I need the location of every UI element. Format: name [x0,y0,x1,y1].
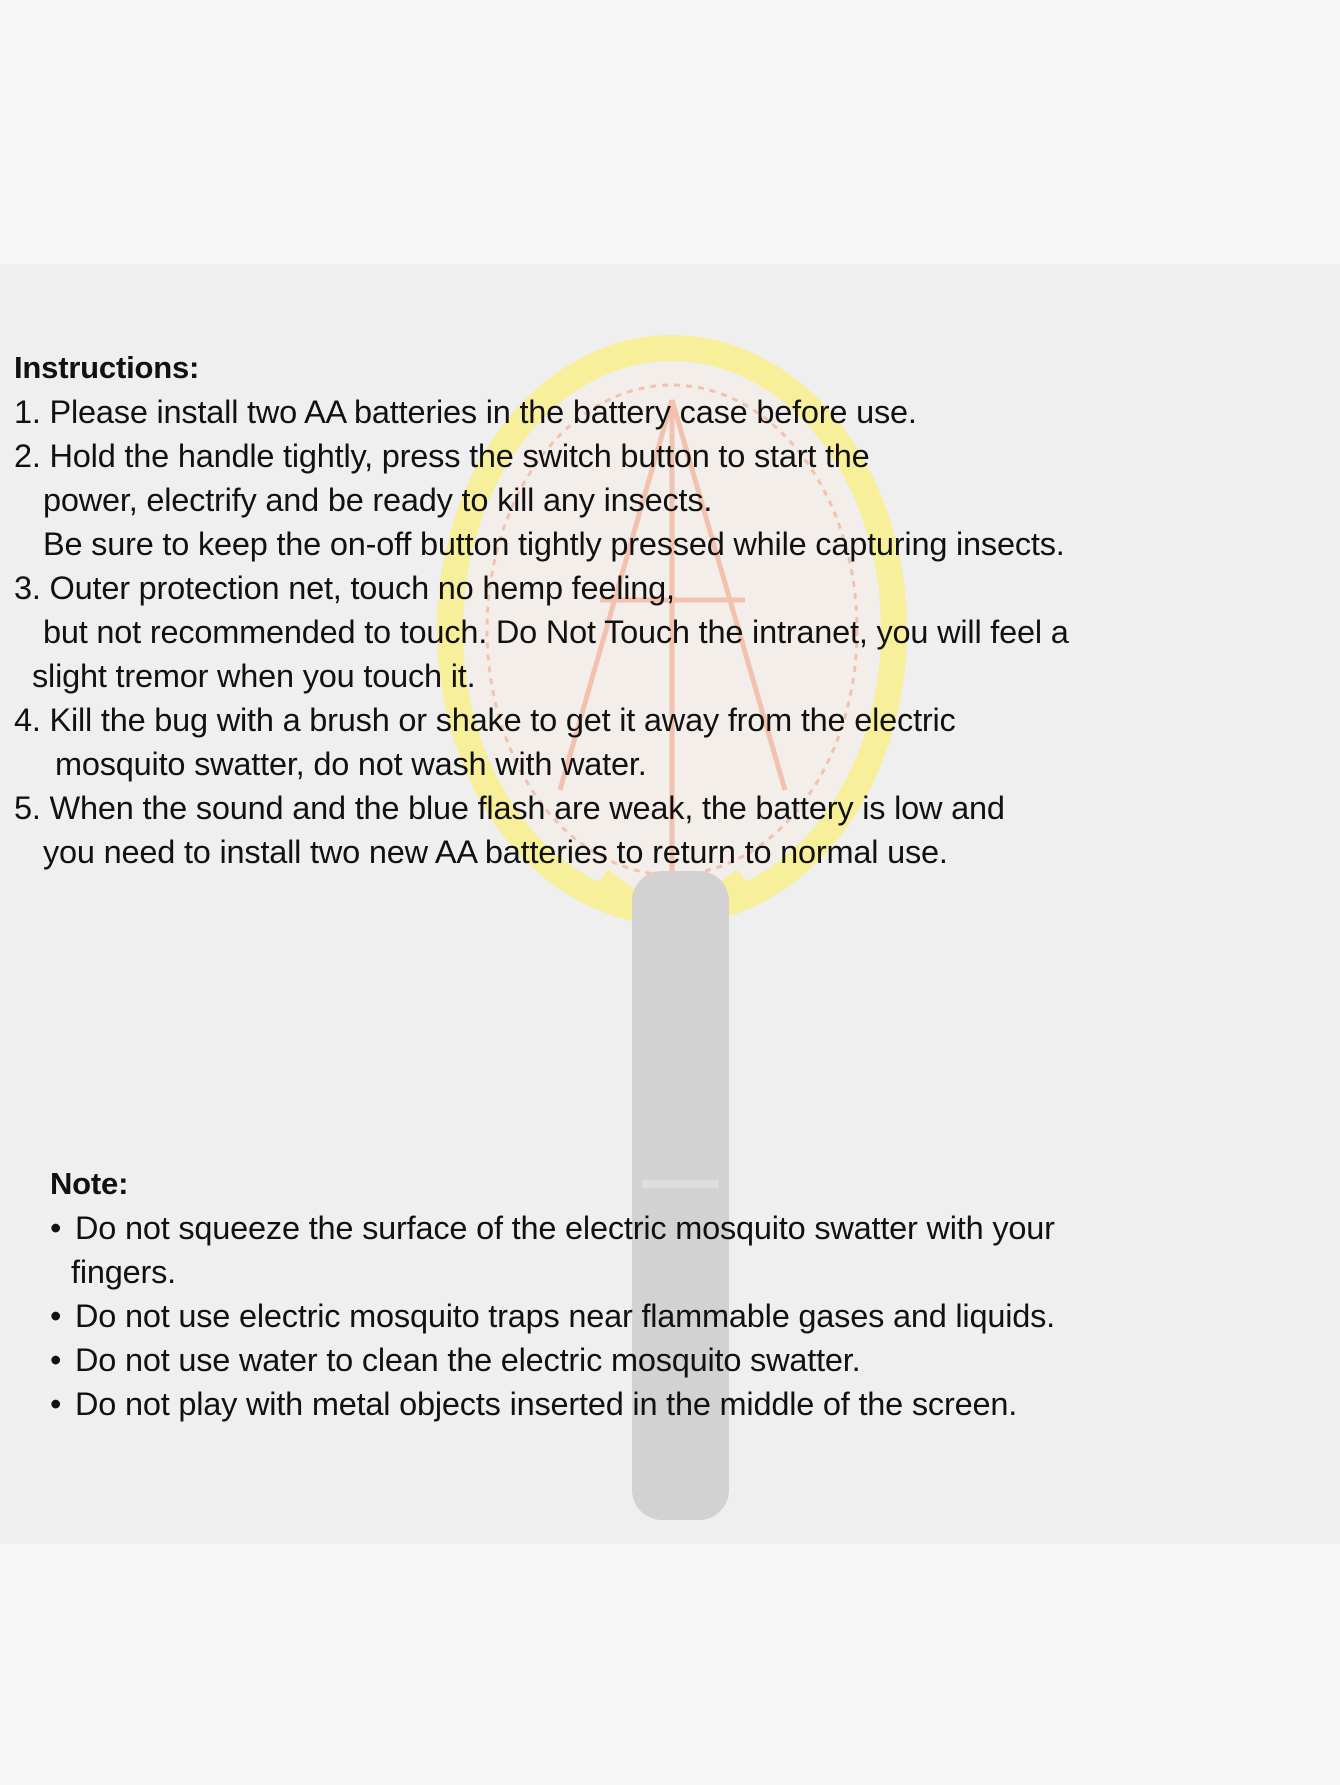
instruction-line: you need to install two new AA batteries to return to normal use. [43,834,948,870]
note-line: Do not use water to clean the electric mosquito swatter. [75,1342,861,1378]
note-bullet: • [50,1342,62,1378]
instruction-line: 3. Outer protection net, touch no hemp feeling, [14,570,675,606]
note-line: Do not use electric mosquito traps near flammable gases and liquids. [75,1298,1055,1334]
note-bullet: • [50,1298,62,1334]
note-heading: Note: [50,1166,129,1201]
instruction-line: mosquito swatter, do not wash with water. [55,746,647,782]
instructions-heading: Instructions: [14,350,200,385]
instruction-line: power, electrify and be ready to kill any insects. [43,482,713,518]
note-bullet: • [50,1386,62,1422]
instruction-line: 2. Hold the handle tightly, press the switch button to start the [14,438,870,474]
instruction-line: Be sure to keep the on-off button tightly pressed while capturing insects. [43,526,1065,562]
instruction-line: slight tremor when you touch it. [32,658,476,694]
note-bullet: • [50,1210,62,1246]
note-line: fingers. [71,1254,176,1290]
instruction-line: 4. Kill the bug with a brush or shake to get it away from the electric [14,702,956,738]
instruction-line: but not recommended to touch. Do Not Touch the intranet, you will feel a [43,614,1069,650]
note-line: Do not play with metal objects inserted in the middle of the screen. [75,1386,1018,1422]
note-line: Do not squeeze the surface of the electric mosquito swatter with your [75,1210,1055,1246]
instruction-line: 5. When the sound and the blue flash are weak, the battery is low and [14,790,1005,826]
instruction-line: 1. Please install two AA batteries in the battery case before use. [14,394,917,430]
